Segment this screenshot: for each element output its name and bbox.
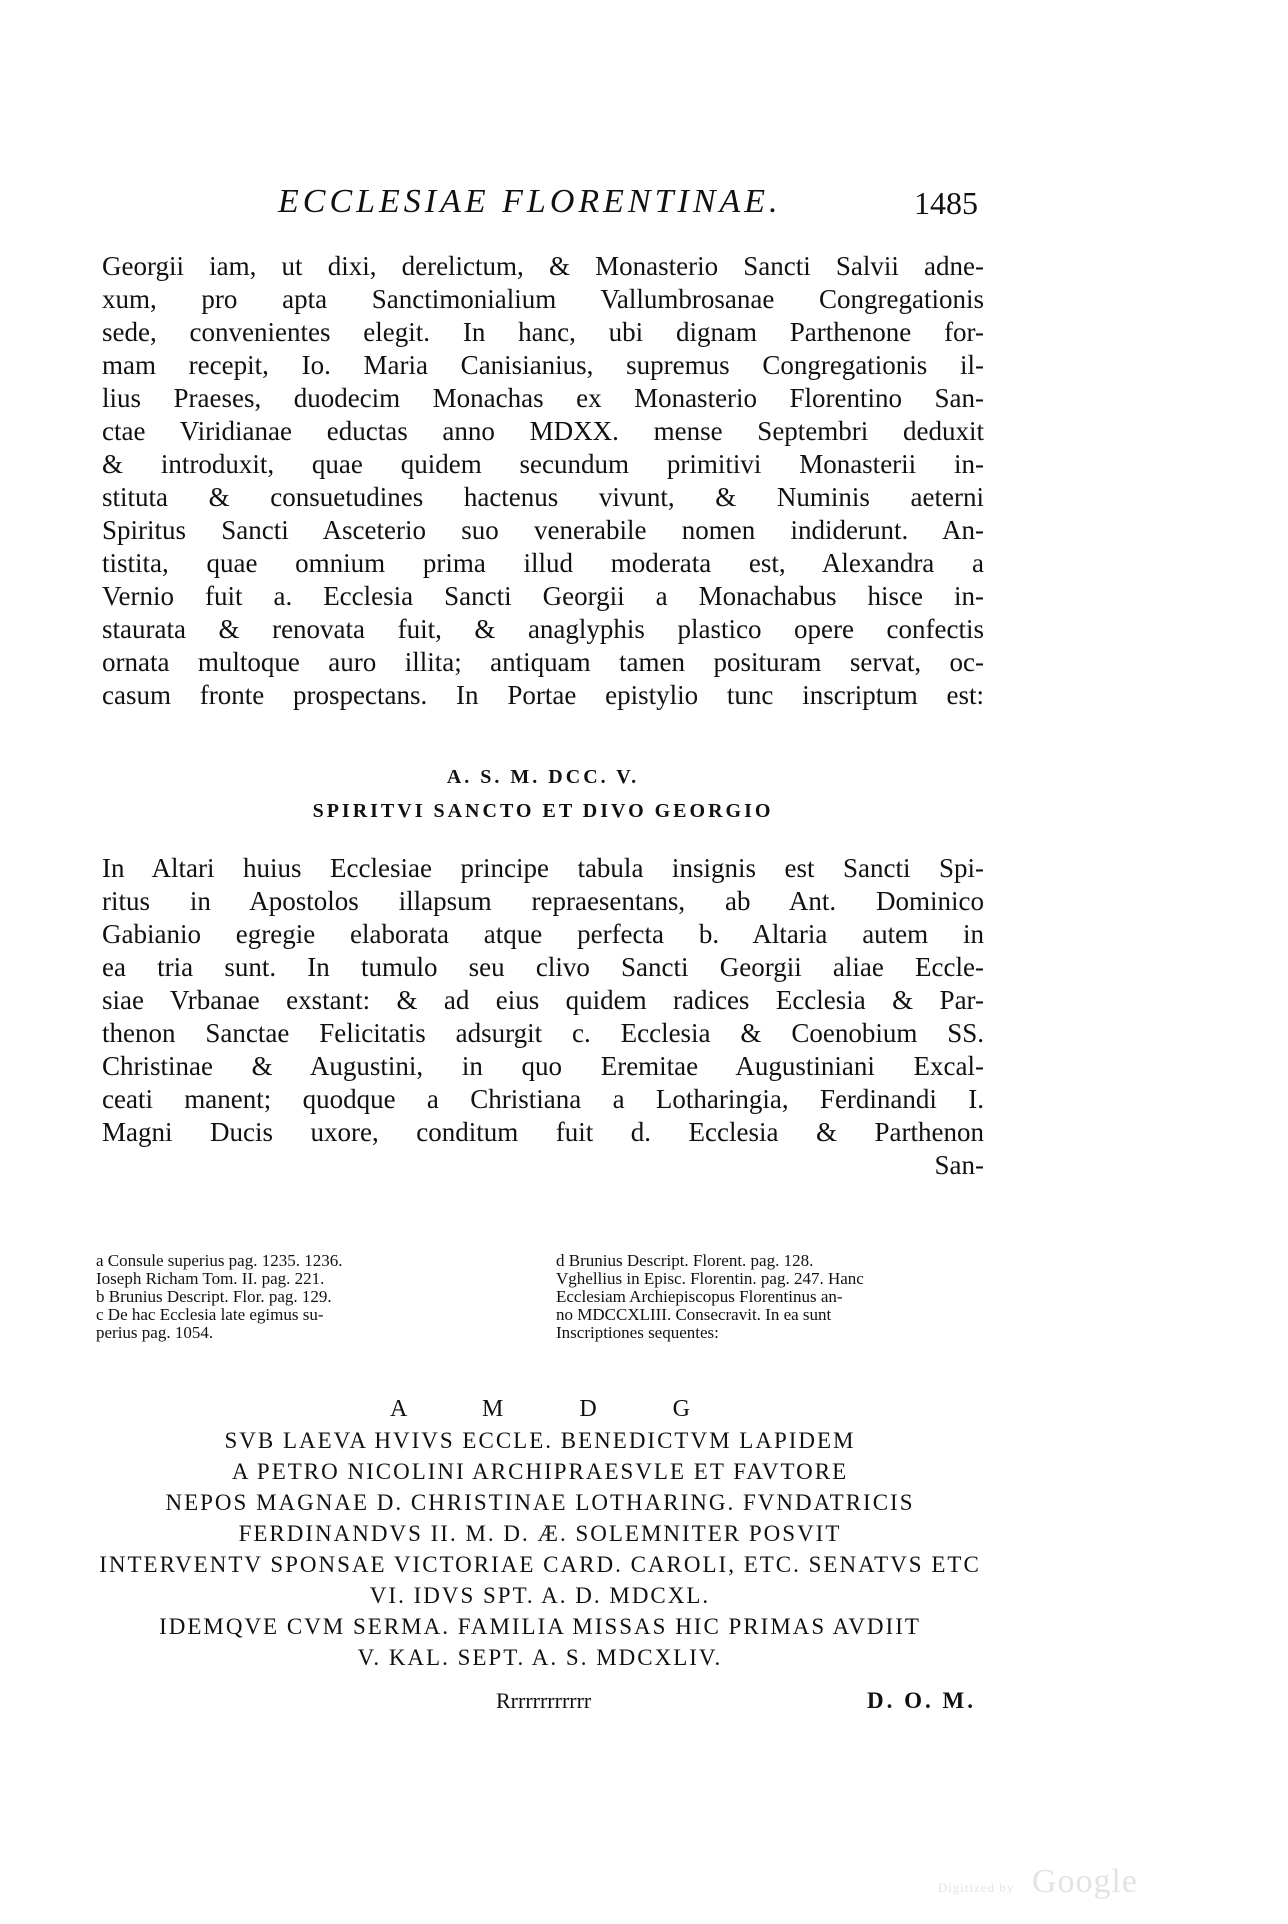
text-line: ritus in Apostolos illapsum repraesentans, ab Ant. Dominico	[102, 886, 984, 916]
footnote-line: Inscriptiones sequentes:	[556, 1324, 719, 1342]
page-footer	[96, 1688, 984, 1724]
text-line: siae Vrbanae exstant: & ad eius quidem radices Ecclesia & Par-	[102, 985, 984, 1015]
running-title: ECCLESIAE FLORENTINAE.	[278, 183, 782, 220]
dedication-line: V. KAL. SEPT. A. S. MDCXLIV.	[357, 1645, 723, 1670]
footnote-line: b Brunius Descript. Flor. pag. 129.	[96, 1288, 332, 1306]
text-line: mam recepit, Io. Maria Canisianius, supremus Congregationis il-	[102, 350, 984, 380]
footnote-line: a Consule superius pag. 1235. 1236.	[96, 1252, 343, 1270]
text-line: ceati manent; quodque a Christiana a Lotharingia, Ferdinandi I.	[102, 1084, 984, 1114]
portal-inscription	[102, 760, 984, 828]
text-line: Christinae & Augustini, in quo Eremitae Augustiniani Excal-	[102, 1051, 984, 1081]
page-header	[278, 183, 978, 233]
text-line: tistita, quae omnium prima illud moderata est, Alexandra a	[102, 548, 984, 578]
inscription-line-1: A. S. M. DCC. V.	[446, 766, 640, 788]
footnote-line: perius pag. 1054.	[96, 1324, 214, 1342]
dedication-line: VI. IDVS SPT. A. D. MDCXL.	[369, 1583, 711, 1608]
closing-dedication: D. O. M.	[867, 1688, 976, 1713]
footnote-line: c De hac Ecclesia late egimus su-	[96, 1306, 324, 1324]
watermark-brand: Google	[1031, 1863, 1138, 1900]
dedication-line: SVB LAEVA HVIVS ECCLE. BENEDICTVM LAPIDEM	[224, 1428, 856, 1453]
text-line: & introduxit, quae quidem secundum primitivi Monasterii in-	[102, 449, 984, 479]
dedication-line: FERDINANDVS II. M. D. Æ. SOLEMNITER POSVIT	[238, 1521, 842, 1546]
text-line: Spiritus Sancti Asceterio suo venerabile nomen indiderunt. An-	[102, 515, 984, 545]
dedication-heading: A M D G	[389, 1396, 690, 1422]
text-line: Gabianio egregie elaborata atque perfecta b. Altaria autem in	[102, 919, 984, 949]
catch-line: San-	[934, 1150, 984, 1180]
text-line: xum, pro apta Sanctimonialium Vallumbrosanae Congregationis	[102, 284, 984, 314]
page-number: 1485	[914, 185, 978, 221]
text-line: stituta & consuetudines hactenus vivunt, & Numinis aeterni	[102, 482, 984, 512]
dedication-line: A PETRO NICOLINI ARCHIPRAESVLE ET FAVTORE	[231, 1459, 849, 1484]
text-line: In Altari huius Ecclesiae principe tabula insignis est Sancti Spi-	[102, 853, 984, 883]
main-text-continued	[102, 852, 984, 1182]
text-line: casum fronte prospectans. In Portae epistylio tunc inscriptum est:	[102, 680, 984, 710]
signature-mark: Rrrrrrrrrrrr	[496, 1688, 592, 1713]
digitization-watermark	[938, 1863, 1138, 1901]
dedication-line: INTERVENTV SPONSAE VICTORIAE CARD. CAROLI, ETC. SENATVS ETC	[99, 1552, 981, 1577]
footnote-line: d Brunius Descript. Florent. pag. 128.	[556, 1252, 814, 1270]
dedication-inscription	[96, 1394, 984, 1673]
text-line: Magni Ducis uxore, conditum fuit d. Ecclesia & Parthenon	[102, 1117, 984, 1147]
dedication-line: IDEMQVE CVM SERMA. FAMILIA MISSAS HIC PRIMAS AVDIIT	[159, 1614, 921, 1639]
text-line: ctae Viridianae eductas anno MDXX. mense Septembri deduxit	[102, 416, 984, 446]
text-line: lius Praeses, duodecim Monachas ex Monasterio Florentino San-	[102, 383, 984, 413]
main-text	[102, 250, 984, 712]
text-line: staurata & renovata fuit, & anaglyphis plastico opere confectis	[102, 614, 984, 644]
footnote-line: Ioseph Richam Tom. II. pag. 221.	[96, 1270, 325, 1288]
footnotes-left-column	[96, 1252, 524, 1342]
text-line: sede, convenientes elegit. In hanc, ubi dignam Parthenone for-	[102, 317, 984, 347]
text-line: Georgii iam, ut dixi, derelictum, & Monasterio Sancti Salvii adne-	[102, 251, 984, 281]
watermark-prefix: Digitized by	[937, 1880, 1015, 1895]
footnote-line: no MDCCXLIII. Consecravit. In ea sunt	[556, 1306, 832, 1324]
text-line: thenon Sanctae Felicitatis adsurgit c. Ecclesia & Coenobium SS.	[102, 1018, 984, 1048]
footnote-line: Vghellius in Episc. Florentin. pag. 247. Hanc	[556, 1270, 864, 1288]
footnotes-right-column	[556, 1252, 984, 1342]
text-line: ea tria sunt. In tumulo seu clivo Sancti Georgii aliae Eccle-	[102, 952, 984, 982]
footnotes	[96, 1252, 984, 1362]
inscription-line-2: SPIRITVI SANCTO ET DIVO GEORGIO	[312, 800, 774, 822]
text-line: Vernio fuit a. Ecclesia Sancti Georgii a Monachabus hisce in-	[102, 581, 984, 611]
text-line: ornata multoque auro illita; antiquam tamen posituram servat, oc-	[102, 647, 984, 677]
dedication-line: NEPOS MAGNAE D. CHRISTINAE LOTHARING. FVNDATRICIS	[165, 1490, 915, 1515]
footnote-line: Ecclesiam Archiepiscopus Florentinus an-	[556, 1288, 843, 1306]
